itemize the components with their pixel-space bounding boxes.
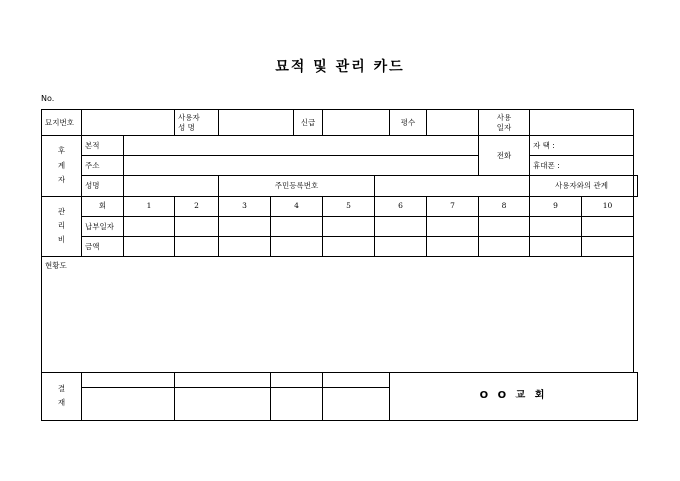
approval-label: 결 재 <box>42 372 82 420</box>
amount-cell[interactable] <box>530 236 582 256</box>
round-8: 8 <box>479 196 530 216</box>
card-title: 묘적 및 관리 카드 <box>275 59 405 75</box>
round-label: 회 <box>82 196 124 216</box>
successor-group-label: 후 계 자 <box>42 136 82 196</box>
rounds-row <box>42 196 638 216</box>
approval-title-cell[interactable] <box>323 372 390 387</box>
payment-date-cell[interactable] <box>530 216 582 236</box>
approval-sign-cell[interactable] <box>271 387 323 420</box>
resident-number-label: 주민등록번호 <box>219 176 375 196</box>
relation-field[interactable] <box>634 176 638 196</box>
amount-cell[interactable] <box>479 236 530 256</box>
area-label: 평수 <box>390 110 427 136</box>
round-5: 5 <box>323 196 375 216</box>
payment-date-cell[interactable] <box>271 216 323 236</box>
round-6: 6 <box>375 196 427 216</box>
amount-cell[interactable] <box>582 236 634 256</box>
amount-cell[interactable] <box>219 236 271 256</box>
payment-date-cell[interactable] <box>219 216 271 236</box>
status-map-row <box>42 256 638 372</box>
successor-name-field[interactable] <box>124 176 219 196</box>
payment-date-cell[interactable] <box>175 216 219 236</box>
payment-date-cell[interactable] <box>479 216 530 236</box>
domicile-label: 본적 <box>82 136 124 156</box>
successor-address-row <box>42 156 638 176</box>
amount-cell[interactable] <box>323 236 375 256</box>
header-row <box>42 110 638 136</box>
approval-title-cell[interactable] <box>175 372 271 387</box>
payment-date-label: 납부일자 <box>82 216 124 236</box>
address-label: 주소 <box>82 156 124 176</box>
round-9: 9 <box>530 196 582 216</box>
new-grade-label: 신급 <box>294 110 323 136</box>
user-name-field[interactable] <box>219 110 294 136</box>
relation-label: 사용자와의 관계 <box>530 176 634 196</box>
resident-number-field[interactable] <box>375 176 530 196</box>
management-card-table <box>41 109 638 421</box>
management-fee-group-label: 관 리 비 <box>42 196 82 256</box>
new-grade-field[interactable] <box>323 110 390 136</box>
successor-domicile-row <box>42 136 638 156</box>
home-phone-label: 자 택 : <box>530 136 634 156</box>
amount-cell[interactable] <box>271 236 323 256</box>
domicile-field[interactable] <box>124 136 479 156</box>
successor-name-row <box>42 176 638 196</box>
round-4: 4 <box>271 196 323 216</box>
status-map-area[interactable]: 현황도 <box>42 256 634 372</box>
round-2: 2 <box>175 196 219 216</box>
amount-label: 금액 <box>82 236 124 256</box>
payment-date-row <box>42 216 638 236</box>
payment-date-cell[interactable] <box>323 216 375 236</box>
mobile-phone-label: 휴대폰 : <box>530 156 634 176</box>
approval-title-cell[interactable] <box>82 372 175 387</box>
amount-cell[interactable] <box>175 236 219 256</box>
amount-cell[interactable] <box>427 236 479 256</box>
amount-cell[interactable] <box>124 236 175 256</box>
round-3: 3 <box>219 196 271 216</box>
document-number-label: No. <box>41 94 55 103</box>
round-10: 10 <box>582 196 634 216</box>
payment-date-cell[interactable] <box>427 216 479 236</box>
address-field[interactable] <box>124 156 479 176</box>
payment-date-cell[interactable] <box>124 216 175 236</box>
use-date-label: 사용 일자 <box>479 110 530 136</box>
amount-cell[interactable] <box>375 236 427 256</box>
payment-date-cell[interactable] <box>582 216 634 236</box>
round-1: 1 <box>124 196 175 216</box>
approval-sign-cell[interactable] <box>82 387 175 420</box>
grave-number-label: 묘지번호 <box>42 110 82 136</box>
church-name: O O 교 회 <box>390 372 638 420</box>
approval-sign-cell[interactable] <box>175 387 271 420</box>
approval-title-row <box>42 372 638 387</box>
use-date-field[interactable] <box>530 110 634 136</box>
round-7: 7 <box>427 196 479 216</box>
area-field[interactable] <box>427 110 479 136</box>
payment-date-cell[interactable] <box>375 216 427 236</box>
user-name-label: 사용자 성 명 <box>175 110 219 136</box>
phone-label: 전화 <box>479 136 530 176</box>
amount-row <box>42 236 638 256</box>
approval-title-cell[interactable] <box>271 372 323 387</box>
successor-name-label: 성명 <box>82 176 124 196</box>
grave-number-field[interactable] <box>82 110 175 136</box>
approval-sign-cell[interactable] <box>323 387 390 420</box>
